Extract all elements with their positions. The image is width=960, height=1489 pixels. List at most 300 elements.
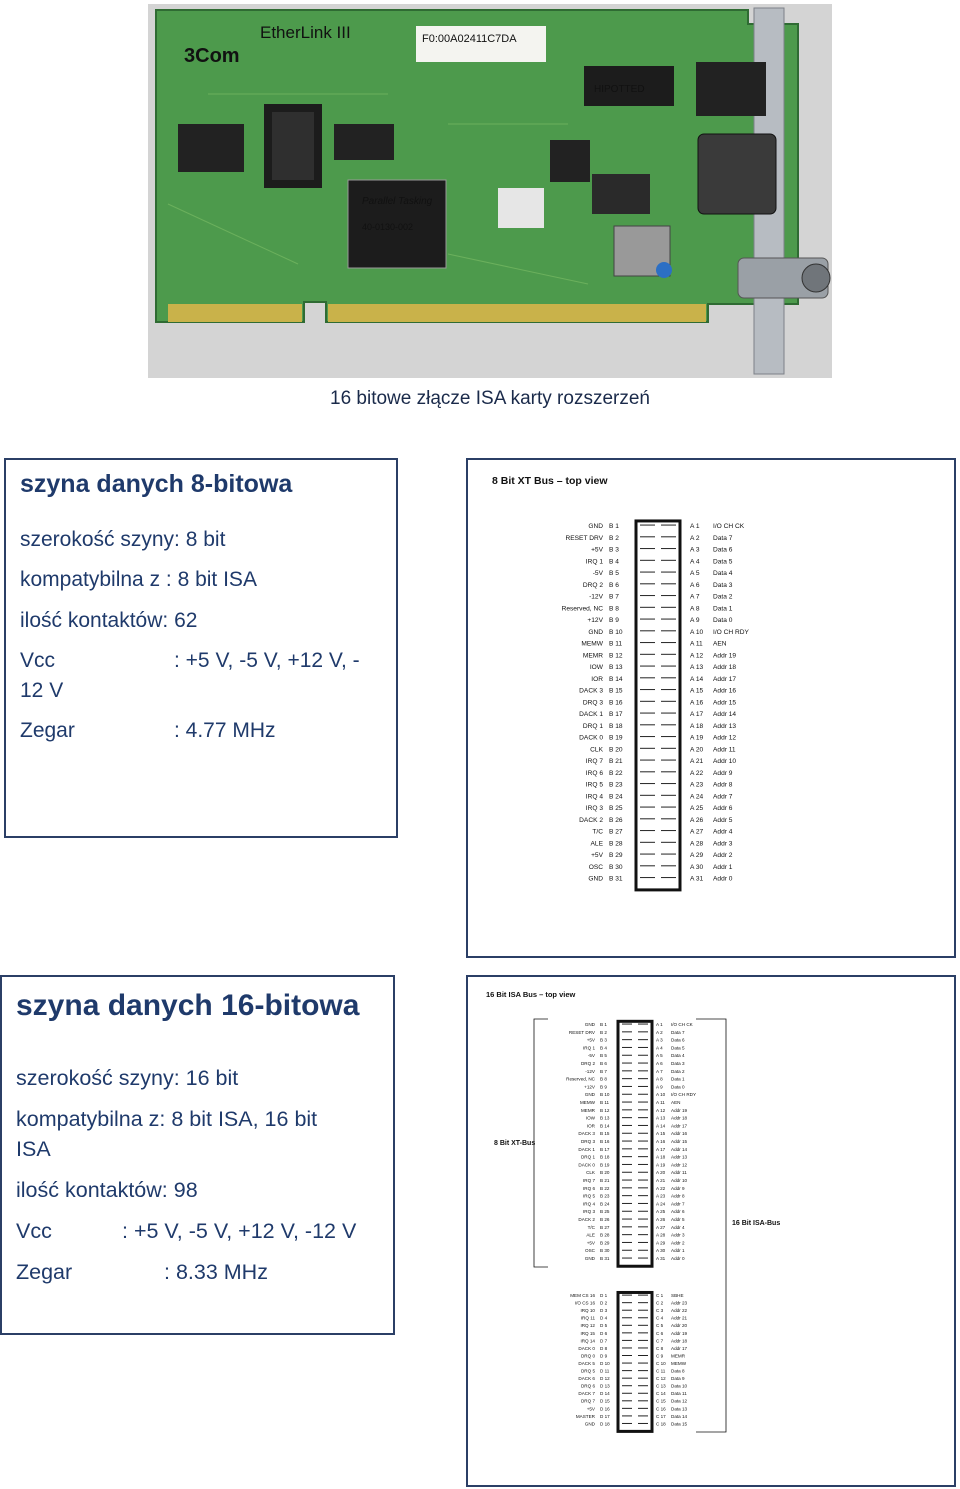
bus16-xt-left-pin: B 6 [600,1061,607,1066]
bus16-ext-right-pin: C 17 [656,1413,666,1419]
bus8-right-signal: Data 2 [713,593,733,601]
bus8-right-signal: Data 7 [713,534,733,542]
bus8-left-signal: RESET DRV [565,534,603,542]
bus8-right-pin: A 30 [690,863,704,871]
bus16-xt-left-pin: B 14 [600,1123,610,1129]
bus8-right-signal: Addr 19 [713,652,737,660]
bus16-xt-right-signal: Addr 1 [671,1248,685,1254]
bus16-xt-right-signal: Addr 14 [671,1146,688,1152]
bus16-xt-right-signal: Addr 0 [671,1256,685,1261]
bus16-xt-right-signal: Addr 7 [671,1201,685,1207]
bus16-ext-left-signal: DRQ 6 [580,1383,595,1389]
bus8-right-signal: Data 0 [713,617,733,624]
bus16-ext-left-signal: DACK 6 [578,1376,595,1382]
bus8-right-pin: A 14 [690,675,704,683]
bus8-right-signal: Addr 8 [713,781,733,789]
bus8-right-pin: A 18 [690,722,704,730]
bus16-xt-right-pin: A 9 [656,1084,663,1090]
bus8-left-pin: B 27 [609,828,623,836]
bus16-xt-right-pin: A 18 [656,1154,666,1160]
bus8-left-signal: T/C [592,828,603,836]
bus16-xt-left-signal: IOR [586,1123,595,1129]
bus16-ext-left-signal: GND [584,1421,595,1427]
bus16-ext-right-signal: Addr 21 [671,1315,688,1321]
bus16-xt-right-signal: Addr 10 [671,1178,688,1183]
bus16-ext-left-pin: D 9 [600,1353,608,1359]
bus16-xt-right-pin: A 11 [656,1100,665,1105]
bus16-ext-right-pin: C 3 [656,1308,664,1314]
bus16-xt-right-signal: Data 1 [671,1076,685,1082]
bus8-left-signal: CLK [590,746,603,754]
bus8-right-pin: A 15 [690,687,704,695]
bus16-xt-right-signal: Addr 9 [671,1185,685,1191]
bus16-xt-right-pin: A 31 [656,1256,666,1261]
bus16-ext-left-pin: D 3 [600,1308,608,1314]
bus8-left-pin: B 25 [609,805,623,812]
mac-label: F0:00A02411C7DA [422,33,517,45]
bus16-ext-right-signal: Addr 17 [671,1345,688,1351]
bus8-left-pin: B 14 [609,675,623,683]
bus8-right-pin: A 11 [690,640,703,648]
bus16-ext-left-pin: D 5 [600,1323,608,1329]
bus16-xt-left-signal: IRQ 4 [583,1201,595,1207]
bus16-xt-left-pin: B 26 [600,1217,610,1222]
bus16-ext-left-signal: IRQ 10 [580,1308,595,1314]
bus8-left-pin: B 12 [609,652,623,660]
bus8-right-signal: Addr 15 [713,699,737,707]
bus8-left-pin: B 3 [609,546,619,554]
bus8-right-signal: AEN [713,640,727,648]
bus16-xt-right-pin: A 3 [656,1037,663,1043]
chip-code: 40-0130-002 [362,222,414,232]
bus8-right-pin: A 22 [690,769,704,777]
bus8-left-signal: GND [588,523,603,530]
bus16-xt-left-pin: B 1 [600,1022,607,1027]
bus16-xt-left-pin: B 3 [600,1037,607,1043]
bus16-xt-right-pin: A 20 [656,1170,666,1176]
bus16-xt-left-pin: B 7 [600,1068,607,1074]
bus8-right-pin: A 29 [690,852,704,859]
bus16-ext-left-pin: D 4 [600,1315,608,1321]
bus16-xt-left-signal: IOW [585,1115,595,1121]
bus8-left-pin: B 24 [609,793,623,801]
bus8-right-signal: Data 6 [713,546,733,554]
brand-logo: 3Com [184,45,240,67]
bus16-ext-left-signal: DACK 5 [578,1360,595,1366]
bus16-ext-right-pin: C 7 [656,1338,664,1344]
bus8-left-signal: DRQ 3 [582,699,603,707]
bus16-xt-left-signal: GND [584,1022,595,1027]
bus8-diagram-title: 8 Bit XT Bus – top view [492,475,608,487]
bus8-right-pin: A 13 [690,664,704,671]
bus8-clock-value: : 4.77 MHz [174,718,276,742]
bus16-ext-left-signal: IRQ 11 [580,1315,595,1321]
bus16-xt-right-pin: A 21 [656,1178,666,1183]
bus16-xt-left-signal: GND [584,1256,595,1261]
bus8-left-pin: B 22 [609,769,623,777]
bus8-left-pin: B 6 [609,581,619,589]
bus16-xt-left-signal: DRQ 2 [580,1061,595,1066]
bus16-ext-right-signal: Data 9 [671,1376,685,1382]
bus16-ext-left-pin: D 7 [600,1338,608,1344]
bus16-xt-right-signal: Data 2 [671,1068,685,1074]
bus16-xt-right-pin: A 24 [656,1201,666,1207]
bus8-right-signal: Data 1 [713,605,733,613]
bus16-xt-right-pin: A 22 [656,1185,666,1191]
bus16-ext-left-signal: IRQ 12 [580,1323,595,1329]
bus8-right-signal: Addr 11 [713,746,736,754]
bus16-xt-left-pin: B 9 [600,1084,607,1090]
bus16-xt-left-signal: DACK 1 [578,1146,595,1152]
bus16-ext-left-signal: I/O CS 16 [574,1300,595,1306]
bus8-clock-label: Zegar [20,718,75,742]
bus16-ext-left-signal: DACK 0 [578,1345,595,1351]
bus16-compat-cont: ISA [16,1137,51,1162]
bus8-left-signal: IRQ 5 [585,781,603,789]
bus8-connector-body [636,521,680,890]
bus8-left-signal: DACK 2 [579,816,603,824]
bus16-xt-left-pin: B 31 [600,1256,610,1261]
bus8-left-signal: GND [588,628,603,636]
bus16-xt-left-signal: Reserved, NC [566,1076,595,1082]
bus16-ext-right-pin: C 4 [656,1315,664,1321]
bus16-width: szerokość szyny: 16 bit [16,1066,239,1090]
bus16-ext-left-signal: DACK 7 [578,1391,595,1397]
bus16-ext-right-pin: C 13 [656,1383,666,1389]
bus16-xt-left-pin: B 20 [600,1170,610,1176]
bus16-ext-right-signal: Data 11 [671,1391,687,1397]
bus16-xt-left-signal: DRQ 3 [580,1139,595,1144]
bus16-ext-right-signal: Data 10 [671,1383,688,1389]
bus16-xt-left-pin: B 4 [600,1045,607,1051]
bus8-left-signal: +12V [587,617,603,624]
bus8-left-signal: +5V [591,852,603,859]
bus16-xt-right-signal: Addr 5 [671,1217,685,1222]
bus8-right-signal: Addr 0 [713,875,733,883]
bus16-xt-right-signal: Addr 11 [671,1170,687,1176]
bus8-right-pin: A 21 [690,758,704,765]
bus16-contacts: ilość kontaktów: 98 [16,1178,198,1203]
bus16-xt-right-signal: Data 3 [671,1061,685,1066]
bus8-vcc-value-cont: 12 V [20,678,64,702]
bus16-ext-left-signal: +5V [586,1406,595,1412]
bus8-right-signal: Data 5 [713,558,733,566]
bus16-ext-left-pin: D 6 [600,1330,608,1336]
bus8-right-signal: Addr 10 [713,758,737,765]
bus8-left-signal: DACK 1 [579,711,603,718]
bus8-right-signal: Addr 5 [713,816,733,824]
model-print: EtherLink III [260,23,351,42]
bus16-xt-left-pin: B 11 [600,1100,610,1105]
bus16-xt-left-signal: MEMR [580,1107,595,1113]
bus8-right-pin: A 5 [690,570,700,577]
bus16-ext-right-pin: C 6 [656,1330,664,1336]
bus16-xt-right-pin: A 2 [656,1029,663,1035]
bus16-title: szyna danych 16-bitowa [16,989,360,1022]
bus8-right-signal: Addr 12 [713,734,737,742]
bus16-ext-left-pin: D 8 [600,1345,608,1351]
bus8-right-pin: A 12 [690,652,704,660]
bus16-xt-right-signal: Addr 19 [671,1107,688,1113]
bus16-xt-right-signal: Data 7 [671,1029,685,1035]
bus16-ext-right-pin: C 16 [656,1406,666,1412]
bus16-xt-bracket [534,1019,548,1267]
bus16-ext-left-pin: D 1 [600,1293,608,1298]
bus16-ext-left-signal: MASTER [575,1413,595,1419]
bus8-description [4,458,398,838]
bus16-xt-right-pin: A 14 [656,1123,666,1129]
bus16-isa-bracket [696,1019,726,1432]
bus8-left-signal: IRQ 6 [585,769,603,777]
bus8-right-pin: A 3 [690,546,700,554]
bus16-xt-left-pin: B 15 [600,1131,610,1137]
bus16-xt-left-pin: B 24 [600,1201,610,1207]
bus16-xt-right-pin: A 29 [656,1240,666,1246]
bus16-xt-left-signal: DACK 0 [578,1162,595,1168]
bus16-xt-right-pin: A 8 [656,1076,663,1082]
bus16-xt-right-pin: A 17 [656,1146,666,1152]
bus8-right-signal: Data 3 [713,581,733,589]
bus8-left-signal: +5V [591,546,603,554]
bus16-clock-value: : 8.33 MHz [164,1260,268,1285]
bus8-left-pin: B 7 [609,593,619,601]
bus8-left-signal: DRQ 2 [582,581,603,589]
bus16-ext-right-pin: C 10 [656,1360,666,1366]
bus16-xt-left-pin: B 21 [600,1178,610,1183]
bus8-left-pin: B 19 [609,734,623,742]
bus16-xt-left-signal: DACK 3 [578,1131,595,1137]
bus16-ext-left-pin: D 14 [600,1391,610,1397]
bus16-xt-right-signal: Addr 12 [671,1162,688,1168]
bus16-xt-left-pin: B 25 [600,1209,610,1215]
bus8-left-signal: MEMW [581,640,603,648]
bus8-right-pin: A 28 [690,840,704,848]
bus16-xt-left-signal: GND [584,1092,595,1098]
bus16-xt-right-signal: Addr 6 [671,1209,685,1215]
bus8-left-pin: B 1 [609,523,619,530]
bus16-xt-right-signal: AEN [671,1100,681,1105]
bus16-ext-right-signal: Data 14 [671,1413,688,1419]
bus16-xt-right-pin: A 4 [656,1045,663,1051]
bus16-xt-right-pin: A 15 [656,1131,666,1137]
bus16-xt-right-signal: Addr 18 [671,1115,688,1121]
bus16-xt-left-signal: +5V [586,1037,595,1043]
bus8-right-pin: A 19 [690,734,704,742]
bus16-xt-left-pin: B 27 [600,1224,610,1230]
bus16-clock-label: Zegar [16,1260,73,1285]
bus16-xt-right-pin: A 13 [656,1115,666,1121]
bus8-right-signal: Addr 17 [713,675,737,683]
bus8-left-signal: DACK 3 [579,687,603,695]
bus16-ext-right-pin: C 15 [656,1398,666,1404]
bus16-ext-left-signal: DRQ 0 [580,1353,595,1359]
bus8-right-signal: Addr 2 [713,852,733,859]
bus16-xt-right-pin: A 7 [656,1068,663,1074]
bus16-xt-left-signal: DRQ 1 [580,1154,595,1160]
bus16-xt-left-signal: DACK 2 [578,1217,595,1222]
bus16-xt-left-pin: B 17 [600,1146,610,1152]
bus16-xt-left-signal: ALE [586,1232,595,1238]
bus16-diagram-title: 16 Bit ISA Bus – top view [486,990,576,999]
bus16-xt-left-signal: T/C [587,1224,595,1230]
bus8-pinout-diagram [466,458,956,958]
bus16-ext-left-pin: D 10 [600,1360,610,1366]
bus16-ext-left-signal: IRQ 14 [580,1338,595,1344]
bus16-xt-left-pin: B 23 [600,1193,610,1199]
bus8-left-pin: B 16 [609,699,623,707]
bus16-ext-right-pin: C 18 [656,1421,666,1427]
bus16-xt-connector-body [618,1021,652,1266]
bus16-ext-right-pin: C 1 [656,1293,664,1298]
bus8-left-signal: Reserved, NC [561,605,603,613]
bus16-xt-right-signal: Addr 3 [671,1232,685,1238]
bus16-ext-connector-body [618,1292,652,1431]
bus8-right-pin: A 4 [690,558,700,566]
bus16-ext-left-pin: D 17 [600,1413,610,1419]
bus8-right-pin: A 23 [690,781,704,789]
bus16-ext-right-signal: Data 13 [671,1406,688,1412]
bus16-ext-right-signal: Addr 20 [671,1323,688,1329]
bus16-ext-right-pin: C 9 [656,1353,664,1359]
bus16-vcc-value: : +5 V, -5 V, +12 V, -12 V [122,1219,357,1244]
bus16-ext-left-signal: MEM CS 16 [570,1293,595,1298]
bus8-compat: kompatybilna z : 8 bit ISA [20,568,257,592]
bus16-xt-label: 8 Bit XT-Bus [494,1140,536,1147]
bus8-right-signal: I/O CH CK [713,523,745,530]
bus16-xt-right-signal: I/O CH CK [671,1022,693,1027]
bus16-ext-right-pin: C 8 [656,1345,664,1351]
photo-caption: 16 bitowe złącze ISA karty rozszerzeń [330,388,650,409]
bus8-left-signal: -5V [592,570,603,577]
bus16-xt-left-pin: B 19 [600,1162,610,1168]
bus8-right-pin: A 2 [690,534,700,542]
bus8-right-pin: A 27 [690,828,704,836]
bus8-right-pin: A 10 [690,628,704,636]
bus16-xt-right-pin: A 19 [656,1162,666,1168]
bus8-right-signal: Addr 14 [713,711,737,718]
bus8-pinout-svg [468,460,954,956]
bus16-ext-left-pin: D 13 [600,1383,610,1389]
bus16-description [0,975,395,1335]
bus8-left-signal: IOR [591,675,603,683]
bus16-ext-left-signal: DRQ 5 [580,1368,595,1374]
bus16-xt-left-signal: IRQ 3 [583,1209,595,1215]
bus8-left-pin: B 8 [609,605,619,613]
bus16-xt-left-pin: B 8 [600,1076,607,1082]
bus8-left-signal: IRQ 4 [585,793,603,801]
bus16-xt-left-pin: B 29 [600,1240,610,1246]
bus8-right-pin: A 7 [690,593,700,601]
bus8-right-pin: A 31 [690,875,704,883]
bus8-left-signal: IRQ 1 [585,558,603,566]
bus16-pinout-diagram [466,975,956,1487]
bus8-left-pin: B 9 [609,617,619,624]
bus16-ext-left-pin: D 11 [600,1368,610,1374]
bus8-left-pin: B 15 [609,687,623,695]
bus16-xt-left-pin: B 30 [600,1248,610,1254]
bus8-left-signal: IRQ 3 [585,805,603,812]
bus16-xt-right-signal: Addr 2 [671,1240,685,1246]
bus8-left-signal: DACK 0 [579,734,603,742]
bus16-xt-right-signal: Addr 13 [671,1154,688,1160]
bus16-ext-right-signal: MEMR [671,1353,686,1359]
bus16-xt-left-signal: IRQ 1 [583,1045,595,1051]
bus8-left-pin: B 18 [609,722,623,730]
bus16-xt-right-pin: A 26 [656,1217,666,1222]
bus16-xt-right-pin: A 5 [656,1053,663,1059]
chip-name: Parallel Tasking [362,196,433,207]
bus8-left-pin: B 26 [609,816,623,824]
bus16-xt-left-pin: B 18 [600,1154,610,1160]
bus8-right-signal: Addr 6 [713,805,733,812]
bus16-xt-left-pin: B 13 [600,1115,610,1121]
bus16-pinout-svg [468,977,954,1485]
bus8-right-pin: A 8 [690,605,700,613]
bus16-xt-left-signal: OSC [585,1248,595,1254]
edge-connector [168,304,706,322]
bus8-left-pin: B 28 [609,840,623,848]
bus8-left-signal: GND [588,875,603,883]
bus8-left-signal: -12V [589,593,603,601]
bus8-left-signal: IOW [589,664,603,671]
bus16-xt-right-pin: A 23 [656,1193,666,1199]
bus8-right-signal: Addr 7 [713,793,733,801]
bus16-xt-right-signal: Addr 15 [671,1139,688,1144]
bus8-right-signal: Addr 16 [713,687,737,695]
bus8-right-pin: A 9 [690,617,700,624]
bus8-left-pin: B 11 [609,640,623,648]
bus16-xt-right-pin: A 30 [656,1248,666,1254]
bus16-xt-left-pin: B 22 [600,1185,610,1191]
bus16-xt-left-pin: B 16 [600,1139,610,1144]
bus16-xt-right-signal: I/O CH RDY [671,1092,697,1098]
bus8-left-signal: DRQ 1 [582,722,603,730]
bus8-left-pin: B 29 [609,852,623,859]
bus16-ext-right-signal: Data 15 [671,1421,688,1427]
bus16-ext-left-signal: DRQ 7 [580,1398,595,1404]
bus16-ext-left-pin: D 18 [600,1421,610,1427]
bus16-xt-right-signal: Addr 4 [671,1224,685,1230]
bus8-right-pin: A 6 [690,581,700,589]
bus16-xt-left-pin: B 28 [600,1232,610,1238]
bus8-right-signal: Addr 3 [713,840,733,848]
bus8-right-pin: A 16 [690,699,704,707]
bus16-xt-left-signal: -12V [585,1068,595,1074]
bus16-xt-left-signal: MEMW [579,1100,595,1105]
bus8-right-pin: A 1 [690,523,700,530]
bus16-ext-left-pin: D 16 [600,1406,610,1412]
bus16-xt-left-signal: +12V [584,1084,595,1090]
transformer-label: HIPOTTED [594,84,645,95]
bus16-ext-right-signal: Addr 18 [671,1338,688,1344]
bus8-right-signal: I/O CH RDY [713,628,749,636]
network-card-illustration [148,4,832,378]
bus16-xt-left-signal: IRQ 7 [583,1178,595,1183]
bus16-xt-left-signal: IRQ 6 [583,1185,595,1191]
bus16-ext-left-signal: IRQ 15 [580,1330,595,1336]
bus16-ext-right-signal: Addr 22 [671,1308,688,1314]
bus8-right-pin: A 26 [690,816,704,824]
bus16-ext-right-signal: Addr 23 [671,1300,688,1306]
bus8-left-pin: B 2 [609,534,619,542]
bus16-ext-right-pin: C 11 [656,1368,666,1374]
bus8-left-pin: B 4 [609,558,619,566]
bus16-xt-right-signal: Addr 17 [671,1123,688,1129]
bus8-right-signal: Addr 18 [713,664,737,671]
bus16-ext-right-signal: SBHE [671,1293,684,1298]
bus16-vcc-label: Vcc [16,1219,52,1244]
bus16-xt-right-signal: Data 5 [671,1045,685,1051]
